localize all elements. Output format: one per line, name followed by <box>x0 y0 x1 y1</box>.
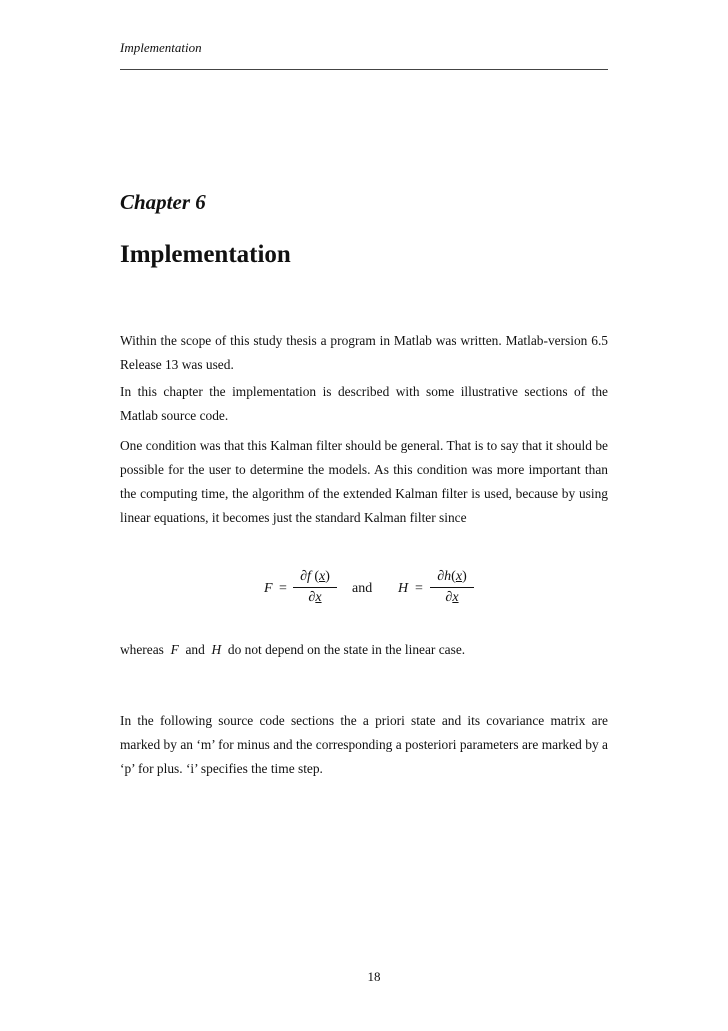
jacobian-equation <box>0 568 728 614</box>
paragraph-1: Within the scope of this study thesis a program in Matlab was written. Matlab-version 6.5 Release 13 was used. <box>120 333 608 372</box>
fraction-h-denominator: ∂x <box>445 590 459 605</box>
paragraph-3: One condition was that this Kalman filter should be general. That is to say that it should be possible for the user to determine the models. As this condition was more important than the computing time, the algorithm of the extended Kalman filter is used, because by using linear equations, it becomes just the standard Kalman filter since <box>120 438 608 525</box>
symbol-f: F <box>170 642 179 657</box>
symbol-h: H <box>211 642 222 657</box>
equation-equals-f: = <box>279 581 287 596</box>
equation-equals-h: = <box>415 581 423 596</box>
fraction-h <box>430 568 474 607</box>
paragraph-2: In this chapter the implementation is described with some illustrative sections of the Matlab source code. <box>120 384 608 423</box>
equation-lhs-h: H <box>398 581 409 596</box>
fraction-f-numerator: ∂f (x) <box>300 569 330 584</box>
chapter-label: Chapter 6 <box>120 190 206 214</box>
paragraph-4: whereas F and H do not depend on the state in the linear case. <box>120 642 466 657</box>
equation-connector: and <box>352 581 373 596</box>
fraction-f <box>293 568 337 607</box>
paragraph-5: In the following source code sections the a priori state and its covariance matrix are marked by an ‘m’ for minus and the corresponding a posteriori parameters are marked by a ‘p’ for plus. ‘i’ specifies the time step. <box>120 713 608 776</box>
running-header: Implementation <box>120 40 202 55</box>
page-number: 18 <box>367 969 381 984</box>
chapter-title: Implementation <box>120 241 291 268</box>
header-rule <box>120 69 608 70</box>
fraction-f-bar <box>293 587 337 588</box>
fraction-f-denominator: ∂x <box>308 590 322 605</box>
equation-lhs-f: F <box>264 581 273 596</box>
fraction-h-bar <box>430 587 474 588</box>
fraction-h-numerator: ∂h(x) <box>437 569 467 584</box>
